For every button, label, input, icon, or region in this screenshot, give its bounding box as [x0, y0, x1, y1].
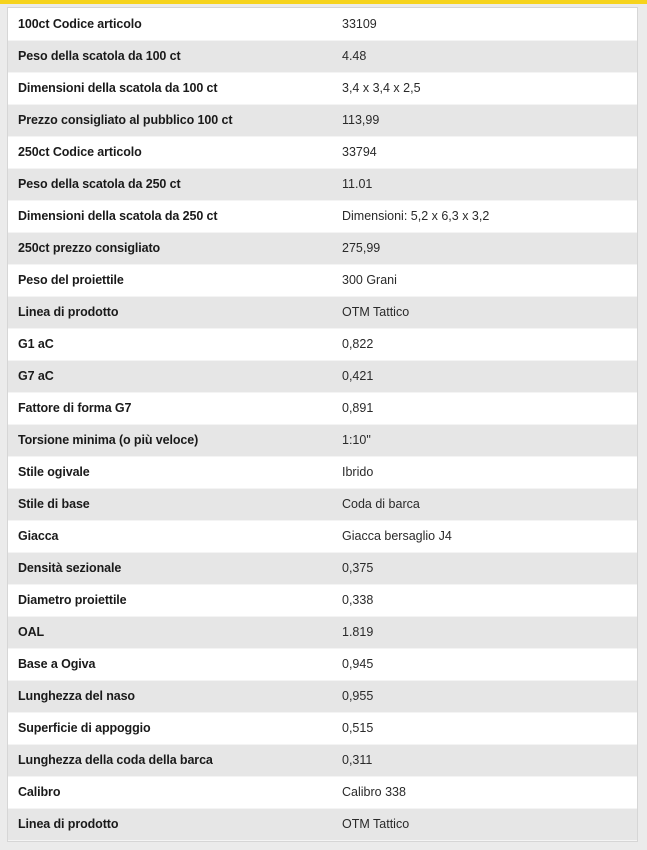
spec-label: OAL [8, 616, 332, 648]
spec-value: 4.48 [332, 40, 637, 72]
table-row [8, 72, 637, 104]
spec-value: 113,99 [332, 104, 637, 136]
spec-value: Dimensioni: 5,2 x 6,3 x 3,2 [332, 200, 637, 232]
table-row [8, 136, 637, 168]
spec-label: Dimensioni della scatola da 100 ct [8, 72, 332, 104]
spec-value: 0,338 [332, 584, 637, 616]
table-row [8, 328, 637, 360]
spec-value: Coda di barca [332, 488, 637, 520]
spec-value: 300 Grani [332, 264, 637, 296]
spec-value: 0,955 [332, 680, 637, 712]
spec-value: 0,515 [332, 712, 637, 744]
spec-label: G1 aC [8, 328, 332, 360]
table-row [8, 456, 637, 488]
spec-label: Peso del proiettile [8, 264, 332, 296]
spec-label: Diametro proiettile [8, 584, 332, 616]
spec-label: Linea di prodotto [8, 808, 332, 840]
spec-label: Lunghezza della coda della barca [8, 744, 332, 776]
spec-value: 0,421 [332, 360, 637, 392]
spec-label: Torsione minima (o più veloce) [8, 424, 332, 456]
table-row [8, 360, 637, 392]
spec-table-body [8, 8, 637, 840]
spec-label: Stile ogivale [8, 456, 332, 488]
table-row [8, 232, 637, 264]
table-row [8, 424, 637, 456]
spec-value: 11.01 [332, 168, 637, 200]
table-row [8, 712, 637, 744]
table-row [8, 264, 637, 296]
spec-label: Peso della scatola da 250 ct [8, 168, 332, 200]
spec-label: 250ct prezzo consigliato [8, 232, 332, 264]
spec-value: 0,311 [332, 744, 637, 776]
spec-label: 100ct Codice articolo [8, 8, 332, 40]
spec-value: 33794 [332, 136, 637, 168]
accent-top-bar [0, 0, 647, 4]
table-row [8, 200, 637, 232]
spec-label: Prezzo consigliato al pubblico 100 ct [8, 104, 332, 136]
spec-label: Stile di base [8, 488, 332, 520]
spec-value: 1.819 [332, 616, 637, 648]
spec-label: G7 aC [8, 360, 332, 392]
spec-value: 0,945 [332, 648, 637, 680]
table-row [8, 40, 637, 72]
spec-value: 0,891 [332, 392, 637, 424]
spec-label: Calibro [8, 776, 332, 808]
table-row [8, 104, 637, 136]
table-row [8, 488, 637, 520]
spec-value: OTM Tattico [332, 808, 637, 840]
table-row [8, 808, 637, 840]
spec-label: Densità sezionale [8, 552, 332, 584]
spec-label: Fattore di forma G7 [8, 392, 332, 424]
spec-label: 250ct Codice articolo [8, 136, 332, 168]
spec-label: Base a Ogiva [8, 648, 332, 680]
spec-value: 1:10" [332, 424, 637, 456]
spec-table [8, 8, 637, 841]
spec-value: 0,822 [332, 328, 637, 360]
spec-label: Superficie di appoggio [8, 712, 332, 744]
table-row [8, 616, 637, 648]
spec-value: 3,4 x 3,4 x 2,5 [332, 72, 637, 104]
spec-label: Giacca [8, 520, 332, 552]
spec-panel [7, 7, 638, 842]
table-row [8, 8, 637, 40]
spec-value: Calibro 338 [332, 776, 637, 808]
spec-value: 33109 [332, 8, 637, 40]
spec-label: Peso della scatola da 100 ct [8, 40, 332, 72]
spec-value: Ibrido [332, 456, 637, 488]
table-row [8, 392, 637, 424]
table-row [8, 776, 637, 808]
table-row [8, 520, 637, 552]
table-row [8, 296, 637, 328]
spec-value: 275,99 [332, 232, 637, 264]
spec-label: Lunghezza del naso [8, 680, 332, 712]
table-row [8, 680, 637, 712]
table-row [8, 168, 637, 200]
table-row [8, 584, 637, 616]
spec-value: 0,375 [332, 552, 637, 584]
spec-value: OTM Tattico [332, 296, 637, 328]
table-row [8, 552, 637, 584]
spec-label: Dimensioni della scatola da 250 ct [8, 200, 332, 232]
table-row [8, 744, 637, 776]
spec-value: Giacca bersaglio J4 [332, 520, 637, 552]
table-row [8, 648, 637, 680]
spec-label: Linea di prodotto [8, 296, 332, 328]
